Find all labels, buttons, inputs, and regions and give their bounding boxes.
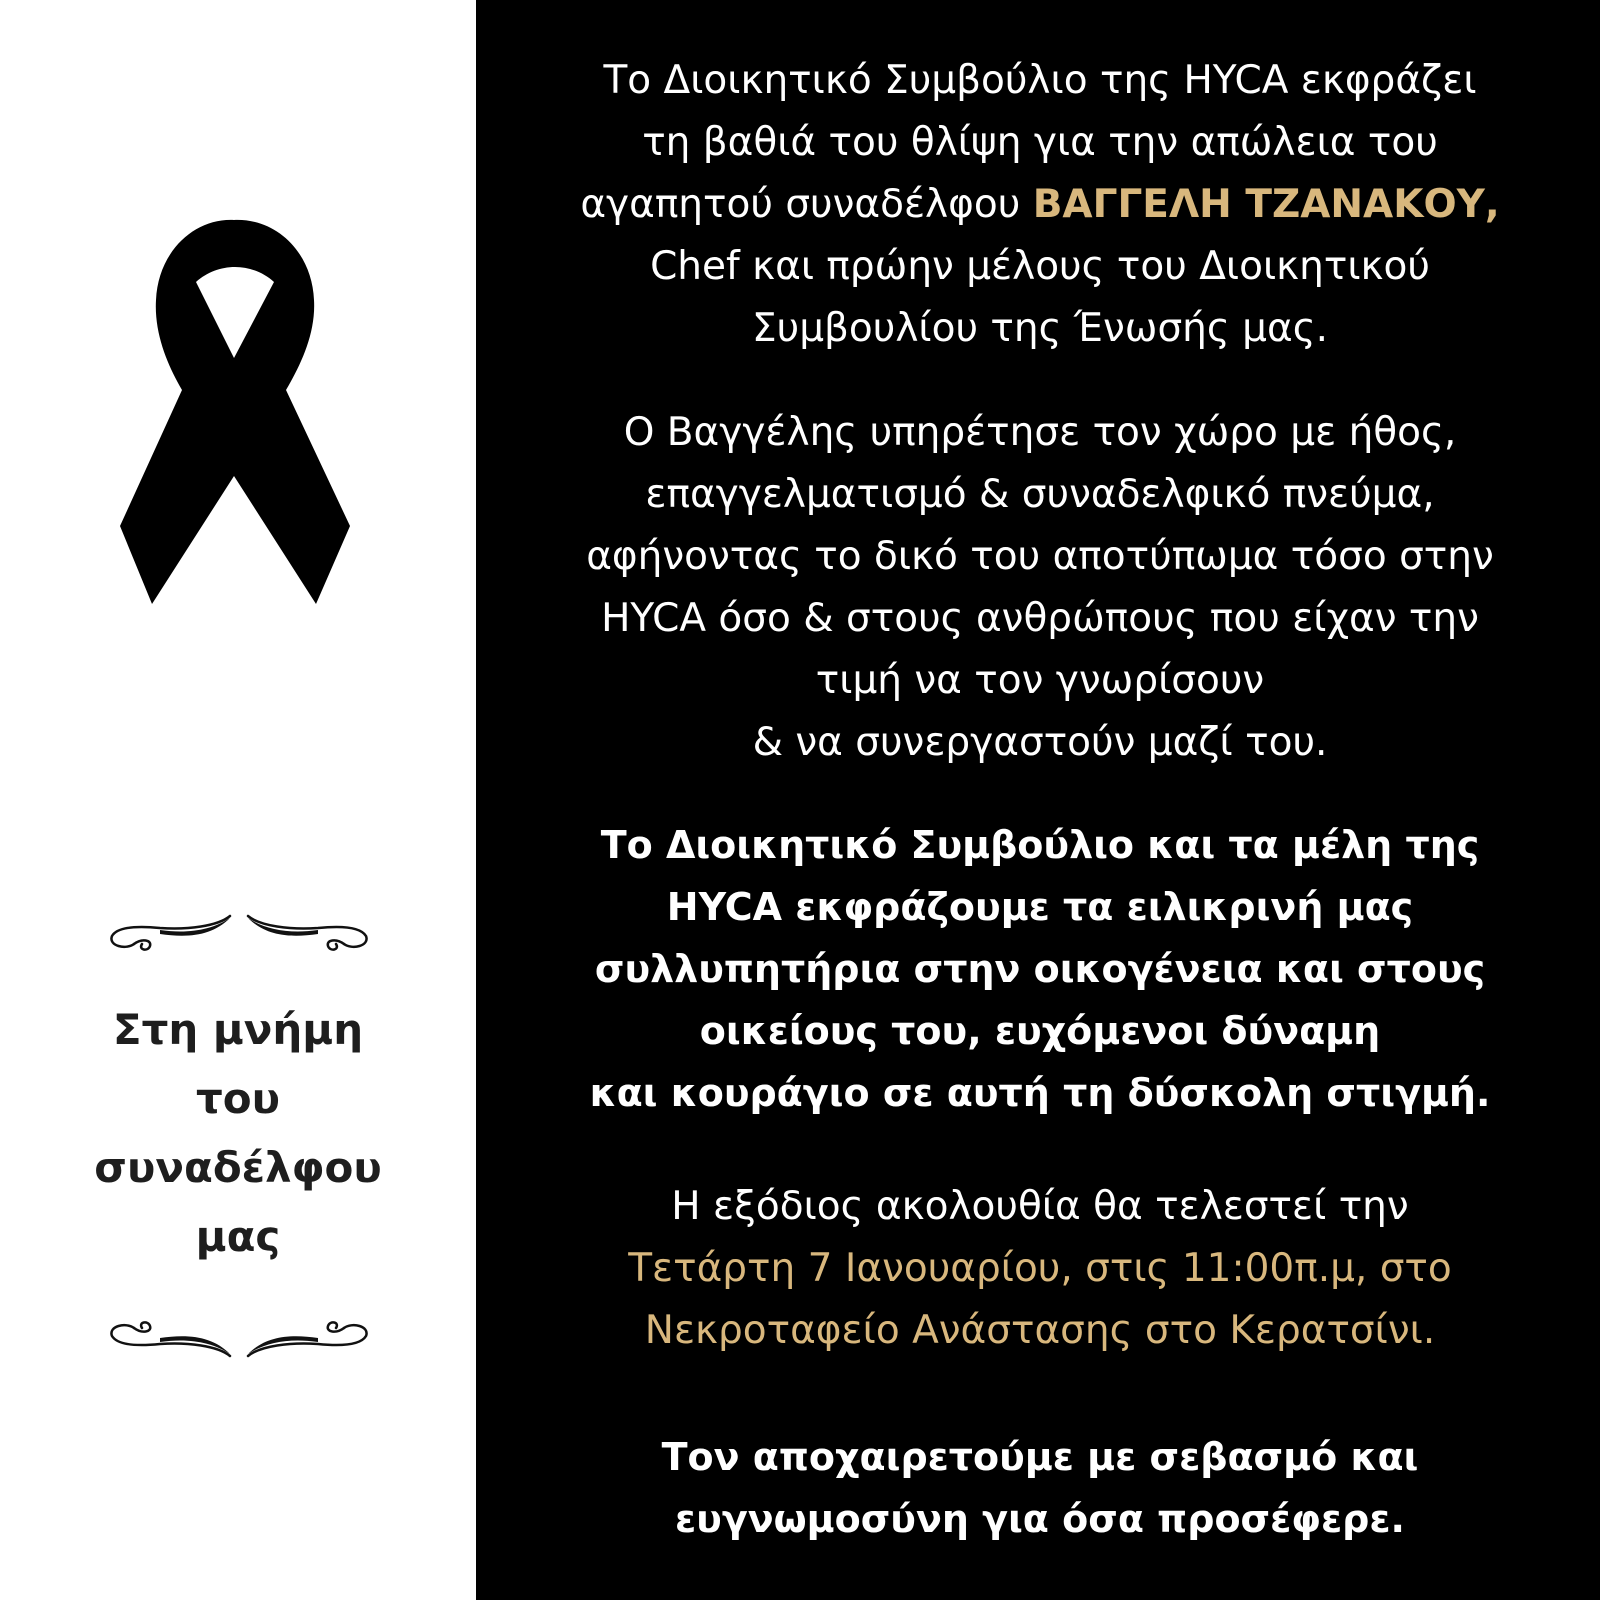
text-line: Το Διοικητικό Συμβούλιο της HYCA εκφράζει bbox=[603, 58, 1477, 103]
tribute-paragraph bbox=[530, 402, 1550, 774]
text-line: συλλυπητήρια στην οικογένεια και στους bbox=[594, 947, 1486, 991]
flourish-top-icon bbox=[108, 912, 370, 962]
text-line: τη βαθιά του θλίψη για την απώλεια του bbox=[642, 120, 1438, 165]
text-line: Chef και πρώην μέλους του Διοικητικού bbox=[650, 244, 1430, 289]
black-ribbon-icon bbox=[116, 216, 356, 616]
text-line: αφήνοντας το δικό του αποτύπωμα τόσο στην bbox=[586, 534, 1494, 579]
text-line: & να συνεργαστούν μαζί του. bbox=[752, 720, 1328, 765]
text-line: HYCA όσο & στους ανθρώπους που είχαν την bbox=[601, 596, 1479, 641]
deceased-name: ΒΑΓΓΕΛΗ ΤΖΑΝΑΚΟΥ, bbox=[1032, 182, 1500, 227]
text-line: ευγνωμοσύνη για όσα προσέφερε. bbox=[675, 1497, 1405, 1541]
farewell-paragraph bbox=[530, 1426, 1550, 1550]
announcement-paragraph bbox=[530, 50, 1550, 360]
text-line: HYCA εκφράζουμε τα ειλικρινή μας bbox=[666, 885, 1414, 929]
text-line: Ο Βαγγέλης υπηρέτησε τον χώρο με ήθος, bbox=[623, 410, 1457, 455]
text-line bbox=[530, 174, 1550, 236]
memorial-text bbox=[60, 995, 416, 1271]
text-line: Τον αποχαιρετούμε με σεβασμό και bbox=[661, 1435, 1419, 1479]
text-line: επαγγελματισμό & συναδελφικό πνεύμα, bbox=[645, 472, 1435, 517]
funeral-date-time: Τετάρτη 7 Ιανουαρίου, στις 11:00π.μ, στο bbox=[628, 1246, 1452, 1291]
text-line: και κουράγιο σε αυτή τη δύσκολη στιγμή. bbox=[589, 1071, 1491, 1115]
text-line: Η εξόδιος ακολουθία θα τελεστεί την bbox=[671, 1184, 1409, 1229]
left-panel bbox=[0, 0, 476, 1600]
flourish-bottom-icon bbox=[108, 1310, 370, 1360]
text-line: οικείους του, ευχόμενοι δύναμη bbox=[699, 1009, 1381, 1053]
memorial-line: Στη μνήμη bbox=[112, 1005, 364, 1054]
condolences-paragraph bbox=[530, 814, 1550, 1124]
text-line: Το Διοικητικό Συμβούλιο και τα μέλη της bbox=[600, 823, 1480, 867]
funeral-details-paragraph bbox=[530, 1176, 1550, 1362]
memorial-line: του bbox=[195, 1074, 281, 1123]
text-line: τιμή να τον γνωρίσουν bbox=[815, 658, 1265, 703]
memorial-line: συναδέλφου bbox=[94, 1143, 382, 1192]
text-segment: αγαπητού συναδέλφου bbox=[580, 182, 1033, 227]
text-line: Συμβουλίου της Ένωσής μας. bbox=[752, 306, 1328, 351]
funeral-location: Νεκροταφείο Ανάστασης στο Κερατσίνι. bbox=[644, 1308, 1436, 1353]
memorial-line: μας bbox=[195, 1212, 281, 1261]
